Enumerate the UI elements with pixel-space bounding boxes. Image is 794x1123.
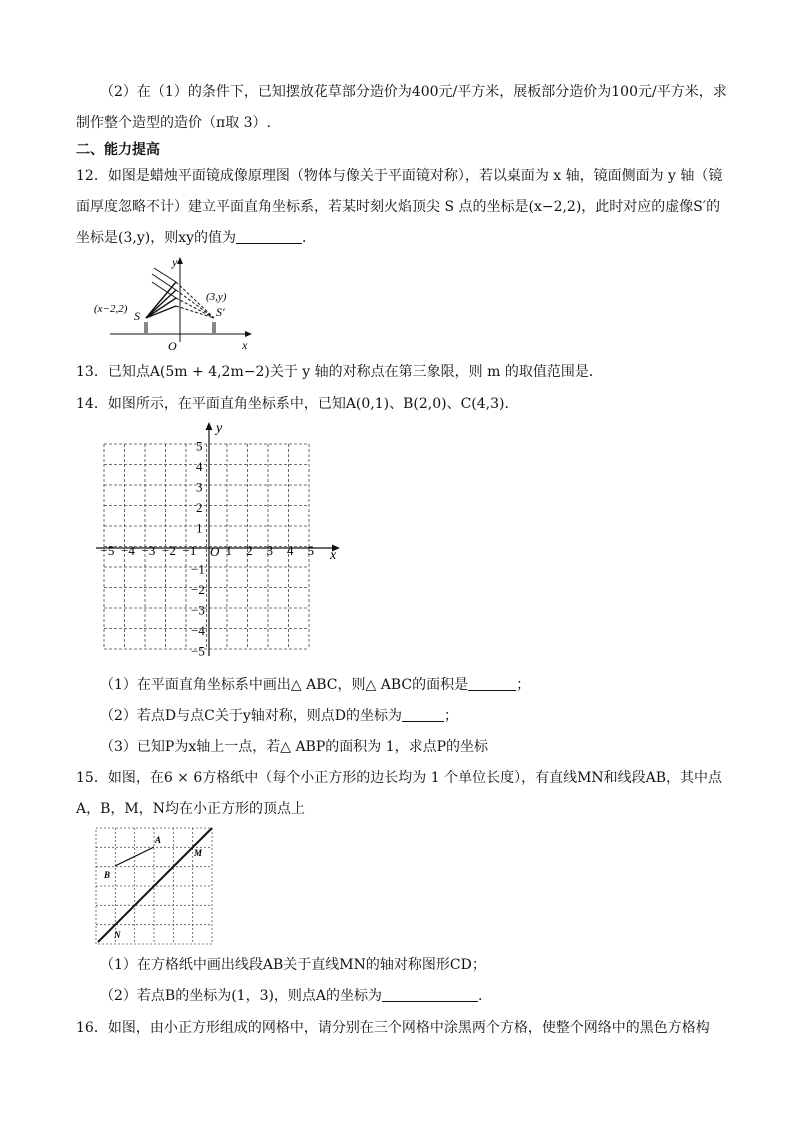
y-tick-label: 2 [196, 500, 203, 515]
candle-image [212, 322, 216, 334]
q16-line: 16．如图，由小正方形组成的网格中，请分别在三个网格中涂黑两个方格，使整个网络中的黑色方格构 [76, 1020, 710, 1036]
s-label: S [134, 309, 140, 323]
y-tick-label: −1 [191, 561, 205, 577]
reflected-ray [152, 274, 176, 290]
point-a-label: A [155, 835, 162, 845]
s-prime-coord-label: (3,y) [206, 291, 227, 303]
q12-line1: 12．如图是蜡烛平面镜成像原理图（物体与像关于平面镜对称），若以桌面为 x 轴，镜面侧面为 y 轴（镜 [76, 168, 723, 184]
q15-part2-end: . [478, 988, 483, 1004]
x-label: x [242, 338, 248, 352]
q12-line3 [76, 228, 316, 248]
q13-line: 13．已知点A(5m + 4,2m−2)关于 y 轴的对称点在第三象限，则 m 的取值范围是． [76, 364, 603, 380]
q14-part2 [100, 706, 458, 726]
x-tick-label: −2 [162, 543, 176, 558]
ray [146, 290, 176, 318]
y-axis-label: y [216, 421, 223, 436]
coordinate-grid [92, 420, 352, 660]
answer-blank [236, 229, 302, 244]
q14-part1 [100, 675, 530, 695]
x-tick-label: 5 [307, 543, 314, 558]
origin-label: O [168, 339, 177, 353]
x-tick-label: 1 [225, 543, 232, 558]
q11-part2-line1: （2）在（1）的条件下，已知摆放花草部分造价为400元/平方米，展板部分造价为100元/平方米，求 [100, 84, 727, 100]
answer-blank [468, 676, 516, 691]
y-tick-label: −2 [191, 582, 205, 597]
q15-part2 [100, 986, 483, 1006]
y-tick-label: −5 [191, 643, 205, 659]
q14-part2-text: （2）若点D与点C关于y轴对称，则点D的坐标为 [100, 708, 402, 724]
q14-part2-end: ； [443, 708, 458, 724]
point-m-label: M [194, 848, 203, 858]
q14-part1-end: ； [516, 677, 531, 693]
y-tick-label: 1 [196, 520, 203, 536]
x-tick-label: 4 [287, 543, 294, 558]
x-tick-label: 3 [266, 543, 273, 558]
x-tick-label: −1 [182, 543, 197, 558]
reflected-ray [154, 268, 176, 282]
x-tick-labels [101, 543, 315, 558]
square-grid-figure [94, 826, 216, 948]
q12-text: 坐标是(3,y)，则xy的值为 [76, 230, 236, 246]
q15-part1: （1）在方格纸中画出线段AB关于直线MN的轴对称图形CD； [100, 957, 486, 973]
s-prime-label: S′ [216, 305, 225, 319]
section-title: 二、能力提高 [76, 142, 160, 158]
s-coord-label: (x−2,2) [94, 303, 128, 315]
q12-line2: 面厚度忽略不计）建立平面直角坐标系，若某时刻火焰顶尖 S 点的坐标是(x−2,2)，此时对应的虚像S′的 [76, 199, 721, 215]
q14-part1-text: （1）在平面直角坐标系中画出△ ABC，则△ ABC的面积是 [100, 677, 469, 693]
y-arrow-icon [177, 257, 183, 264]
y-tick-label: 3 [196, 479, 203, 495]
x-axis-label: x [330, 548, 337, 563]
q15-part2-text: （2）若点B的坐标为(1，3)，则点A的坐标为 [100, 988, 383, 1004]
mirror-figure [90, 254, 260, 354]
x-arrow-icon [245, 331, 252, 337]
y-tick-label: −3 [191, 602, 205, 618]
candle [144, 322, 148, 334]
point-b-label: B [104, 870, 111, 880]
x-tick-label: −5 [100, 543, 115, 558]
point-n-label: N [114, 930, 121, 940]
y-label: y [172, 255, 178, 269]
x-tick-label: 2 [246, 543, 253, 558]
q14-part3: （3）已知P为x轴上一点，若△ ABP的面积为 1，求点P的坐标 [100, 739, 489, 755]
y-tick-label: 4 [196, 459, 203, 474]
q15-line2: A，B，M，N均在小正方形的顶点上 [76, 801, 305, 817]
q12-end: ． [302, 230, 316, 246]
q11-part2-line2: 制作整个造型的造价（π取 3）. [76, 115, 272, 131]
y-tick-label: 5 [196, 438, 203, 454]
q15-line1: 15．如图，在6 × 6方格纸中（每个小正方形的边长均为 1 个单位长度），有直线MN和线段AB，其中点 [76, 770, 723, 786]
y-tick-label: −4 [191, 623, 205, 638]
y-arrow-icon [206, 422, 213, 430]
answer-blank [402, 707, 444, 722]
q14-line: 14．如图所示，在平面直角坐标系中，已知A(0,1)、B(2,0)、C(4,3)． [76, 396, 519, 412]
x-tick-label: −4 [121, 543, 135, 558]
answer-blank [382, 987, 478, 1002]
x-tick-label: −3 [141, 543, 156, 558]
origin-label: O [210, 544, 220, 559]
